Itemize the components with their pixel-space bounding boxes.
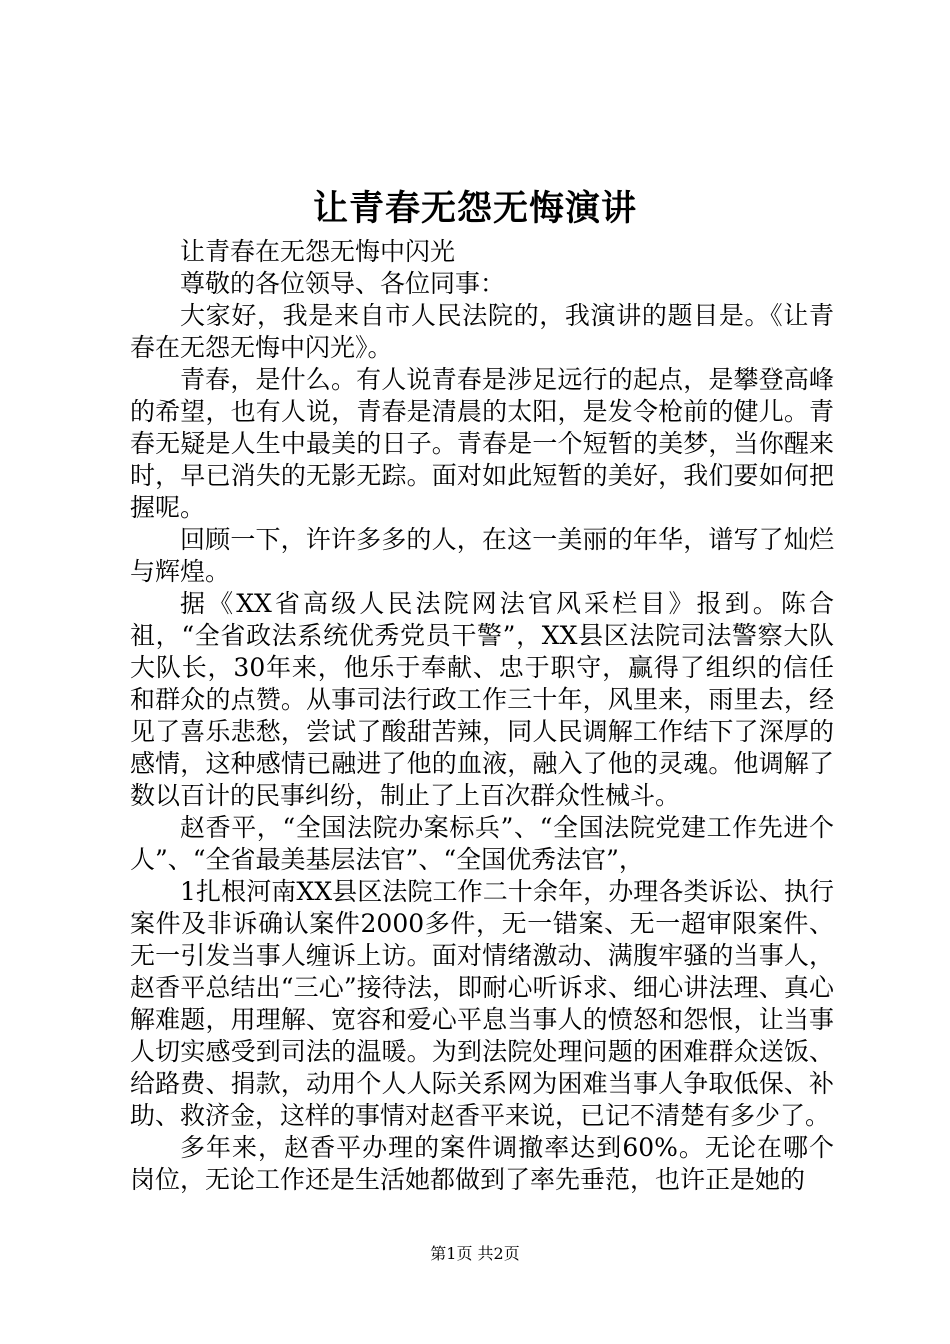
paragraph-zhao-xiangping-honors: 赵香平，“全国法院办案标兵”、“全国法院党建工作先进个人”、“全省最美基层法官”、“全国优秀法官”，	[130, 813, 834, 874]
paragraph-intro: 大家好，我是来自市人民法院的，我演讲的题目是。《让青春在无怨无悔中闪光》。	[130, 301, 834, 362]
page-footer: 第1页 共2页	[430, 1244, 520, 1263]
paragraph-chen-hezu: 据《XX省高级人民法院网法官风采栏目》报到。陈合祖，“全省政法系统优秀党员干警”，XX县区法院司法警察大队大队长，30年来，他乐于奉献、忠于职守，赢得了组织的信任和群众的点赞。从事司法行政工作三十年，风里来，雨里去，经见了喜乐悲愁，尝试了酸甜苦辣，同人民调解工作结下了深厚的感情，这种感情已融进了他的血液，融入了他的灵魂。他调解了数以百计的民事纠纷，制止了上百次群众性械斗。	[130, 589, 834, 810]
document-title: 让青春无怨无悔演讲	[312, 188, 637, 229]
paragraph-salutation: 尊敬的各位领导、各位同事：	[180, 269, 506, 298]
paragraph-subtitle: 让青春在无怨无悔中闪光	[180, 237, 456, 266]
paragraph-review: 回顾一下，许许多多的人，在这一美丽的年华，谱写了灿烂与辉煌。	[130, 525, 834, 586]
document-body	[130, 236, 834, 1196]
paragraph-youth: 青春，是什么。有人说青春是涉足远行的起点，是攀登高峰的希望，也有人说，青春是清晨的太阳，是发令枪前的健儿。青春无疑是人生中最美的日子。青春是一个短暂的美梦，当你醒来时，早已消失的无影无踪。面对如此短暂的美好，我们要如何把握呢。	[130, 365, 834, 522]
paragraph-zhao-xiangping-work: 1扎根河南XX县区法院工作二十余年，办理各类诉讼、执行案件及非诉确认案件2000多件，无一错案、无一超审限案件、无一引发当事人缠诉上访。面对情绪激动、满腹牢骚的当事人，赵香平总结出“三心”接待法，即耐心听诉求、细心讲法理、真心解难题，用理解、宽容和爱心平息当事人的愤怒和怨恨，让当事人切实感受到司法的温暖。为到法院处理问题的困难群众送饭、给路费、捐款，动用个人人际关系网为困难当事人争取低保、补助、救济金，这样的事情对赵香平来说，已记不清楚有多少了。	[130, 877, 834, 1130]
paragraph-zhao-xiangping-rate: 多年来，赵香平办理的案件调撤率达到60%。无论在哪个岗位，无论工作还是生活她都做到了率先垂范，也许正是她的	[130, 1133, 834, 1194]
